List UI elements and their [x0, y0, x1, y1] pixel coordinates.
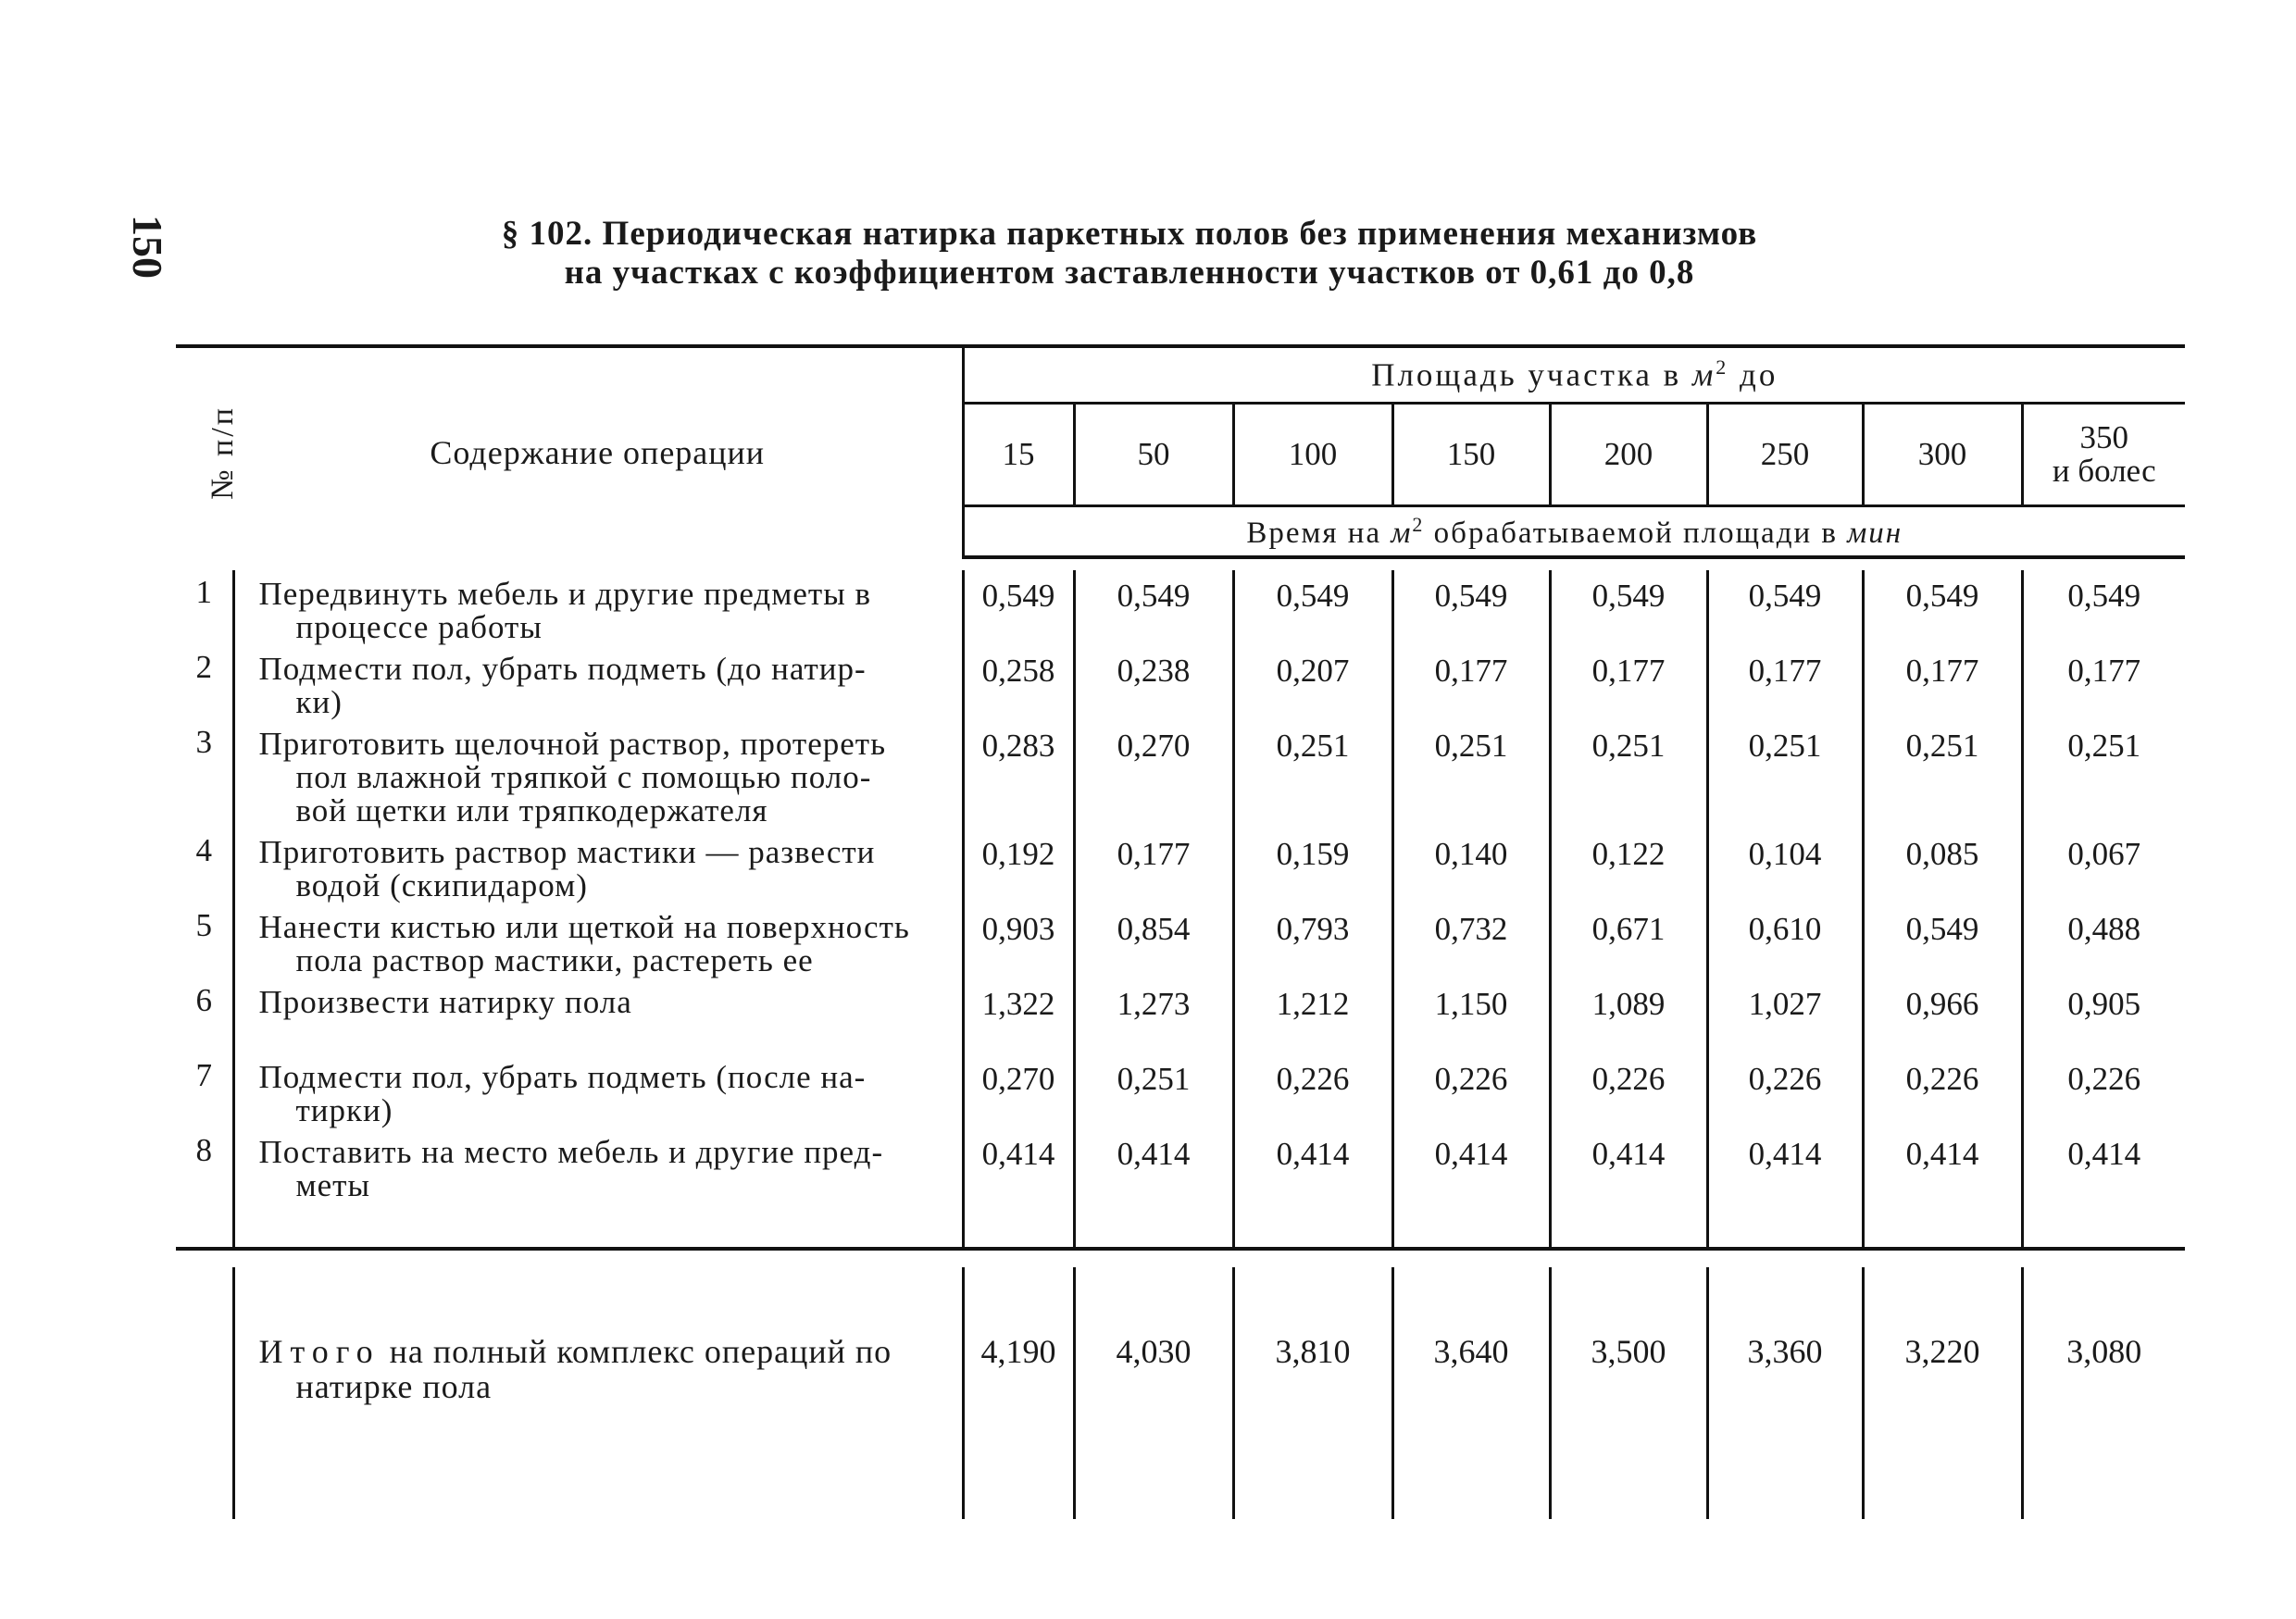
row-number: 7: [195, 1057, 212, 1093]
value-cell: 0,251: [1074, 1053, 1233, 1128]
value-cell: 0,226: [1233, 1053, 1392, 1128]
value-cell: 0,414: [1707, 1128, 1863, 1249]
operation-text: Произвести натирку пола: [233, 978, 963, 1053]
row-number: 2: [195, 649, 212, 685]
value-cell: 0,732: [1392, 903, 1550, 978]
time-header: Время на $м^2$ обрабатываемой площади в мин: [963, 506, 2185, 558]
value-cell: 0,159: [1233, 828, 1392, 903]
row-number: 5: [195, 907, 212, 943]
value-cell: 0,283: [963, 720, 1074, 828]
area-column-header: 300: [1863, 404, 2022, 506]
title-line-1: § 102. Периодическая натирка паркетных полов без применения механизмов: [501, 215, 1758, 253]
total-value: 3,500: [1550, 1267, 1707, 1519]
value-cell: 0,226: [2022, 1053, 2185, 1128]
value-cell: 0,177: [1707, 645, 1863, 720]
total-value: 3,810: [1233, 1267, 1392, 1519]
value-cell: 0,122: [1550, 828, 1707, 903]
operation-text: Подмести пол, убрать подметь (после на- тирки): [233, 1053, 963, 1128]
area-column-header: 15: [963, 404, 1074, 506]
norms-table: [176, 344, 2185, 1519]
value-cell: 1,089: [1550, 978, 1707, 1053]
value-cell: 0,207: [1233, 645, 1392, 720]
area-column-header-last: 350 и болес: [2022, 404, 2185, 506]
total-value: 3,220: [1863, 1267, 2022, 1519]
value-cell: 0,177: [1074, 828, 1233, 903]
operation-text: Приготовить раствор мастики — развести водой (скипидаром): [233, 828, 963, 903]
row-number: 8: [195, 1132, 212, 1168]
area-column-header: 200: [1550, 404, 1707, 506]
value-cell: 0,177: [1392, 645, 1550, 720]
value-cell: 0,905: [2022, 978, 2185, 1053]
value-cell: 0,270: [1074, 720, 1233, 828]
area-column-header: 100: [1233, 404, 1392, 506]
row-number: 6: [195, 982, 212, 1018]
value-cell: 0,238: [1074, 645, 1233, 720]
value-cell: 0,251: [1550, 720, 1707, 828]
value-cell: 0,671: [1550, 903, 1707, 978]
operation-text: Приготовить щелочной раствор, протереть пол влажной тряпкой с помощью поло- вой щетки или тряпкодержателя: [233, 720, 963, 828]
total-value: 3,360: [1707, 1267, 1863, 1519]
row-number-header: № п/п: [176, 346, 233, 557]
title-line-2: на участках с коэффициентом заставленности участков от 0,61 до 0,8: [564, 254, 1695, 292]
value-cell: 0,610: [1707, 903, 1863, 978]
value-cell: 0,414: [1550, 1128, 1707, 1249]
operation-header: Содержание операции: [233, 346, 963, 557]
value-cell: 0,251: [1392, 720, 1550, 828]
value-cell: 0,549: [1550, 570, 1707, 645]
value-cell: 0,177: [1863, 645, 2022, 720]
area-column-header: 50: [1074, 404, 1233, 506]
value-cell: 1,212: [1233, 978, 1392, 1053]
value-cell: 1,273: [1074, 978, 1233, 1053]
page-number: 150: [124, 215, 171, 279]
value-cell: 0,966: [1863, 978, 2022, 1053]
value-cell: 0,549: [1863, 570, 2022, 645]
value-cell: 1,322: [963, 978, 1074, 1053]
operation-text: Нанести кистью или щеткой на поверхность пола раствор мастики, растереть ее: [233, 903, 963, 978]
row-number: 4: [195, 832, 212, 868]
value-cell: 0,854: [1074, 903, 1233, 978]
row-number: 3: [195, 724, 212, 760]
value-cell: 0,251: [1863, 720, 2022, 828]
value-cell: 0,270: [963, 1053, 1074, 1128]
value-cell: 0,085: [1863, 828, 2022, 903]
value-cell: 0,414: [1863, 1128, 2022, 1249]
norms-table-container: [176, 344, 2176, 1519]
value-cell: 0,067: [2022, 828, 2185, 903]
value-cell: 0,251: [1233, 720, 1392, 828]
value-cell: 0,549: [1392, 570, 1550, 645]
value-cell: 0,177: [2022, 645, 2185, 720]
value-cell: 0,903: [963, 903, 1074, 978]
value-cell: 0,488: [2022, 903, 2185, 978]
total-label: Итого на полный комплекс операций по натирке пола: [233, 1267, 963, 1519]
row-number: 1: [195, 574, 212, 610]
value-cell: 0,226: [1863, 1053, 2022, 1128]
total-value: 3,080: [2022, 1267, 2185, 1519]
value-cell: 0,414: [963, 1128, 1074, 1249]
value-cell: 0,549: [1863, 903, 2022, 978]
value-cell: 0,549: [1707, 570, 1863, 645]
total-value: 4,030: [1074, 1267, 1233, 1519]
value-cell: 0,251: [1707, 720, 1863, 828]
value-cell: 0,258: [963, 645, 1074, 720]
operation-text: Подмести пол, убрать подметь (до натир- ки): [233, 645, 963, 720]
value-cell: 0,549: [1074, 570, 1233, 645]
section-title: [352, 215, 1907, 293]
value-cell: 0,414: [2022, 1128, 2185, 1249]
value-cell: 0,177: [1550, 645, 1707, 720]
area-header: Площадь участка в $м^2$ до: [963, 346, 2185, 404]
value-cell: 0,414: [1392, 1128, 1550, 1249]
value-cell: 0,793: [1233, 903, 1392, 978]
value-cell: 0,549: [1233, 570, 1392, 645]
operation-text: Передвинуть мебель и другие предметы в процессе работы: [233, 570, 963, 645]
value-cell: 0,549: [963, 570, 1074, 645]
area-column-header: 150: [1392, 404, 1550, 506]
value-cell: 0,192: [963, 828, 1074, 903]
total-value: 4,190: [963, 1267, 1074, 1519]
value-cell: 1,027: [1707, 978, 1863, 1053]
value-cell: 0,226: [1707, 1053, 1863, 1128]
operation-text: Поставить на место мебель и другие пред- меты: [233, 1128, 963, 1249]
value-cell: 0,414: [1074, 1128, 1233, 1249]
value-cell: 0,226: [1550, 1053, 1707, 1128]
value-cell: 1,150: [1392, 978, 1550, 1053]
total-value: 3,640: [1392, 1267, 1550, 1519]
value-cell: 0,251: [2022, 720, 2185, 828]
value-cell: 0,226: [1392, 1053, 1550, 1128]
value-cell: 0,104: [1707, 828, 1863, 903]
value-cell: 0,414: [1233, 1128, 1392, 1249]
value-cell: 0,549: [2022, 570, 2185, 645]
total-row: [176, 1267, 2185, 1519]
value-cell: 0,140: [1392, 828, 1550, 903]
area-column-header: 250: [1707, 404, 1863, 506]
